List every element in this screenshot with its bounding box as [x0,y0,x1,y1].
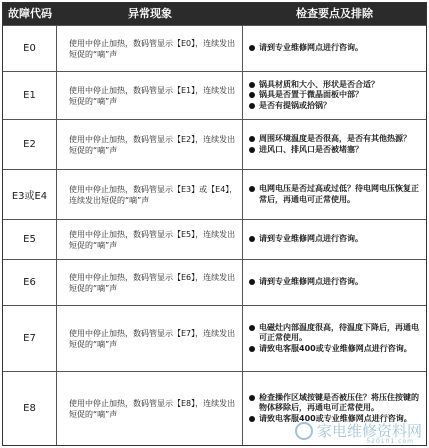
bullet-icon [249,103,255,109]
solution-list [249,43,363,54]
fault-code-cell: E3或E4 [3,170,57,219]
solution-text: 请到专业维修网点进行咨询。 [259,43,363,53]
fault-code-table [2,2,427,446]
solution-text: 周围环境温度是否很高，是否有其他热源？ [259,134,411,143]
phenomenon-cell [57,372,243,445]
phenomenon-cell [57,220,243,259]
solution-list [249,184,422,205]
table-header [3,3,426,25]
solution-cell [243,26,426,71]
table-row [3,219,426,259]
phenomenon-text: 使用中停止加热，数码管显示【E1】，连续发出短促的“嘀”声 [69,85,236,106]
solution-item [249,393,422,414]
phenomenon-text: 使用中停止加热，数码管显示【E2】，连续发出短促的“嘀”声 [69,134,236,155]
solution-text: 请致电客服400或专业维修网点进行咨询。 [259,413,412,423]
solution-cell [243,120,426,169]
solution-item [249,43,363,54]
bullet-icon [249,147,255,153]
solution-list [249,80,379,112]
phenomenon-text: 使用中停止加热，数码管显示【E5】，连续发出短促的“嘀”声 [69,229,236,250]
header-code: 故障代码 [8,7,52,20]
bullet-icon [249,346,255,352]
solution-text: 电磁灶内部温度很高，待温度下降后，再通电可正常使用。 [259,322,419,343]
solution-item [249,134,411,145]
solution-text: 锅具是否置于微晶面板中部？ [259,90,363,100]
solution-list [249,134,411,155]
table-row [3,25,426,71]
bullet-icon [249,45,255,51]
fault-code-cell: E0 [3,26,57,71]
phenomenon-text: 使用中停止加热，数码管显示【E6】，连续发出短促的“嘀”声 [69,272,236,293]
table-row [3,169,426,219]
phenomenon-text: 使用中停止加热，数码管显示【E7】，连续发出短促的“嘀”声 [69,328,236,349]
solution-text: 请致电客服400或专业维修网点进行咨询。 [259,343,412,353]
solution-item [249,184,422,205]
fault-code-cell: E5 [3,220,57,259]
phenomenon-cell [57,120,243,169]
solution-text: 进风口、排风口是否被堵塞？ [259,144,363,154]
solution-cell [243,306,426,371]
solution-cell [243,170,426,219]
watermark [295,420,422,445]
phenomenon-text: 使用中停止加热，数码管显示【E8】，连续发出短促的“嘀”声 [69,398,236,419]
header-phenomenon: 异常现象 [128,7,172,20]
solution-text: 请到专业维修网点进行咨询。 [259,234,363,244]
solution-item [249,90,379,101]
solution-text: 请到专业维修网点进行咨询。 [259,277,363,287]
fault-code-cell: E8 [3,372,57,445]
solution-list [249,323,422,355]
solution-item [249,234,363,245]
solution-item [249,277,363,288]
table-row [3,71,426,119]
bullet-icon [249,92,255,98]
table-row [3,259,426,305]
table-row [3,119,426,169]
bullet-icon [249,82,255,88]
header-solution: 检查要点及排除 [296,7,373,20]
solution-item [249,344,422,355]
bullet-icon [249,395,255,401]
solution-item [249,145,411,156]
bullet-icon [249,136,255,142]
phenomenon-cell [57,26,243,71]
solution-text: 电网电压是否过高或过低？待电网电压恢复正常后，再通电可正常使用。 [259,184,419,204]
solution-cell [243,72,426,119]
solution-cell [243,260,426,305]
table-row [3,305,426,371]
fault-code-cell: E7 [3,306,57,371]
solution-cell [243,220,426,259]
fault-code-cell: E2 [3,120,57,169]
phenomenon-cell [57,260,243,305]
phenomenon-text: 使用中停止加热，数码管显示【E0】，连续发出短促的“嘀”声 [69,38,236,59]
bullet-icon [249,236,255,242]
solution-text: 锅具材质和大小、形状是否合适？ [259,79,379,89]
watermark-url: 520101.com [366,438,414,445]
solution-item [249,80,379,91]
solution-text: 是否有提锅或拾锅？ [259,100,331,110]
solution-list [249,234,363,245]
solution-list [249,277,363,288]
phenomenon-cell [57,170,243,219]
phenomenon-cell [57,306,243,371]
phenomenon-text: 使用中停止加热，数码管显示【E3】或【E4】，连续发出短促的“嘀”声 [69,184,238,205]
bullet-icon [249,186,255,192]
watermark-logo-icon [295,422,313,440]
bullet-icon [249,325,255,331]
solution-item [249,323,422,344]
watermark-text: 家电维修资料网 [316,422,422,440]
phenomenon-cell [57,72,243,119]
solution-item [249,101,379,112]
fault-code-cell: E1 [3,72,57,119]
bullet-icon [249,279,255,285]
fault-code-cell: E6 [3,260,57,305]
solution-text: 检查操作区域按键是否被压住？将压住按键的物体移除后，再通电可正常使用。 [259,392,419,413]
bullet-icon [249,416,255,422]
